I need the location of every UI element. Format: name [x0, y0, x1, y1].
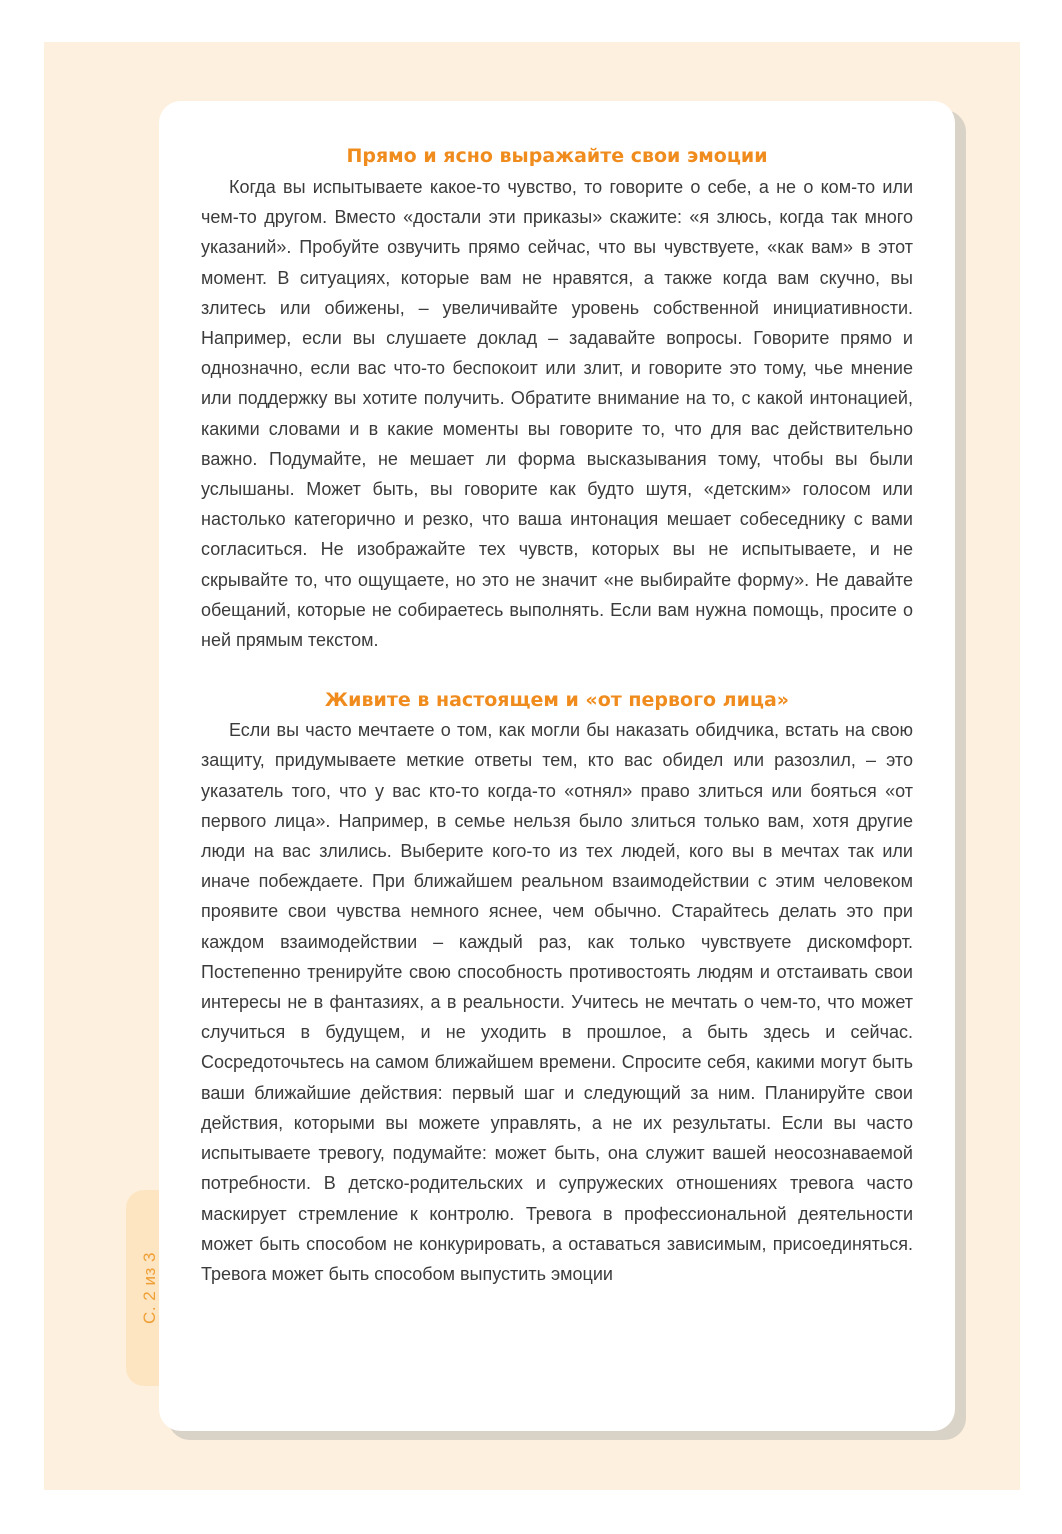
- page-counter: С. 2 из 3: [140, 1252, 159, 1324]
- section-body: Если вы часто мечтаете о том, как могли бы наказать обидчика, встать на свою защиту, придумываете меткие ответы тем, кто вас обидел или разозлил, – это указатель того, что у вас кто-то когда-то «отнял» право злиться или бояться «от первого лица». Например, в семье нельзя было злиться только вам, хотя другие люди на вас злились. Выберите кого-то из тех людей, кого вы в мечтах так или иначе побеждаете. При ближайшем реальном взаимодействии с этим человеком проявите свои чувства немного яснее, чем обычно. Старайтесь делать это при каждом взаимодействии – каждый раз, как только чувствуете дискомфорт. Постепенно тренируйте свою способность противостоять людям и отстаивать свои интересы не в фантазиях, а в реальности. Учитесь не мечтать о чем-то, что может случиться в будущем, и не уходить в прошлое, а быть здесь и сейчас. Сосредоточьтесь на самом ближайшем времени. Спросите себя, какими могут быть ваши ближайшие действия: первый шаг и следующий за ним. Планируйте свои действия, которыми вы можете управлять, а не их результаты. Если вы часто испытываете тревогу, подумайте: может быть, она служит вашей неосознаваемой потребности. В детско-родительских и супружеских отношениях тревога часто маскирует стремление к контролю. Тревога в профессиональной деятельности может быть способом не конкурировать, а оставаться зависимым, присоединяться. Тревога может быть способом выпустить эмоции: [201, 720, 913, 1284]
- section-body: Когда вы испытываете какое-то чувство, то говорите о себе, а не о ком-то или чем-то другом. Вместо «достали эти приказы» скажите: «я злюсь, когда так много указаний». Пробуйте озвучить прямо сейчас, что вы чувствуете, «как вам» в этот момент. В ситуациях, которые вам не нравятся, а также когда вам скучно, вы злитесь или обижены, – увеличивайте уровень собственной инициативности. Например, если вы слушаете доклад – задавайте вопросы. Говорите прямо и однозначно, если вас что-то беспокоит или злит, и говорите это тому, чье мнение или поддержку вы хотите получить. Обратите внимание на то, с какой интонацией, какими словами и в какие моменты вы говорите то, что для вас действительно важно. Подумайте, не мешает ли форма высказывания тому, чтобы вы были услышаны. Может быть, вы говорите как будто шутя, «детским» голосом или настолько категорично и резко, что ваша интонация мешает собеседнику с вами согласиться. Не изображайте тех чувств, которых вы не испытываете, и не скрывайте то, что ощущаете, но это не значит «не выбирайте форму». Не давайте обещаний, которые не собираетесь выполнять. Если вам нужна помощь, просите о ней прямым текстом.: [201, 177, 913, 651]
- article-content: [201, 141, 913, 1289]
- section-heading: Прямо и ясно выражайте свои эмоции: [346, 145, 768, 167]
- content-card: [159, 101, 955, 1431]
- section-heading: Живите в настоящем и «от первого лица»: [324, 689, 790, 712]
